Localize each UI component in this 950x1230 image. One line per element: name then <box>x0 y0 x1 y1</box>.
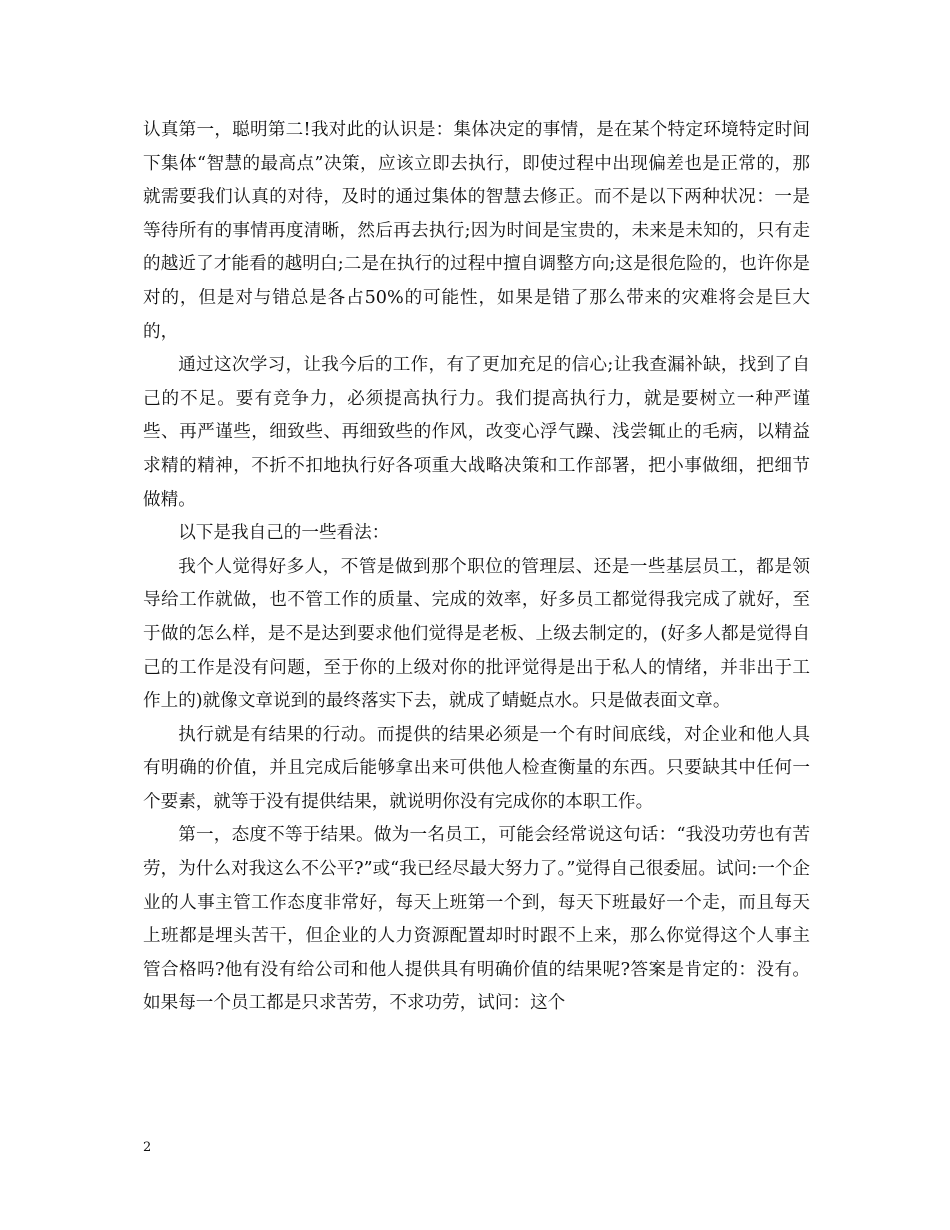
paragraph: 以下是我自己的一些看法： <box>178 523 390 544</box>
body-text <box>143 114 810 1021</box>
page-number: 2 <box>143 1140 152 1155</box>
paragraph: 我个人觉得好多人，不管是做到那个职位的管理层、还是一些基层员工，都是领导给工作就做，也不管工作的质量、完成的效率，好多员工都觉得我完成了就好，至于做的怎么样，是不是达到要求他们觉得是老板、上级去制定的，(好多人都是觉得自己的工作是没有问题，至于你的上级对你的批评觉得是出于私人的情绪，并非出于工作上的)就像文章说到的最终落实下去，就成了蜻蜓点水。只是做表面文章。 <box>143 556 810 712</box>
paragraph: 认真第一，聪明第二!我对此的认识是：集体决定的事情，是在某个特定环境特定时间下集体“智慧的最高点”决策，应该立即去执行，即使过程中出现偏差也是正常的，那就需要我们认真的对待，及时的通过集体的智慧去修正。而不是以下两种状况：一是等待所有的事情再度清晰，然后再去执行;因为时间是宝贵的，未来是未知的，只有走的越近了才能看的越明白;二是在执行的过程中擅自调整方向;这是很危险的，也许你是对的，但是对与错总是各占50%的可能性，如果是错了那么带来的灾难将会是巨大的， <box>143 120 810 342</box>
paragraph: 第一，态度不等于结果。做为一名员工，可能会经常说这句话：“我没功劳也有苦劳，为什么对我这么不公平?”或“我已经尽最大努力了。”觉得自己很委屈。试问:一个企业的人事主管工作态度非常好，每天上班第一个到，每天下班最好一个走，而且每天上班都是埋头苦干，但企业的人力资源配置却时时跟不上来，那么你觉得这个人事主管合格吗?他有没有给公司和他人提供具有明确价值的结果呢?答案是肯定的：没有。如果每一个员工都是只求苦劳，不求功劳，试问：这个 <box>143 825 810 1014</box>
paragraph: 通过这次学习，让我今后的工作，有了更加充足的信心;让我查漏补缺，找到了自己的不足。要有竞争力，必须提高执行力。我们提高执行力，就是要树立一种严谨些、再严谨些，细致些、再细致些的作风，改变心浮气躁、浅尝辄止的毛病，以精益求精的精神，不折不扣地执行好各项重大战略决策和工作部署，把小事做细，把细节做精。 <box>143 355 810 510</box>
paragraph: 执行就是有结果的行动。而提供的结果必须是一个有时间底线，对企业和他人具有明确的价值，并且完成后能够拿出来可供他人检查衡量的东西。只要缺其中任何一个要素，就等于没有提供结果，就说明你没有完成你的本职工作。 <box>143 724 810 812</box>
